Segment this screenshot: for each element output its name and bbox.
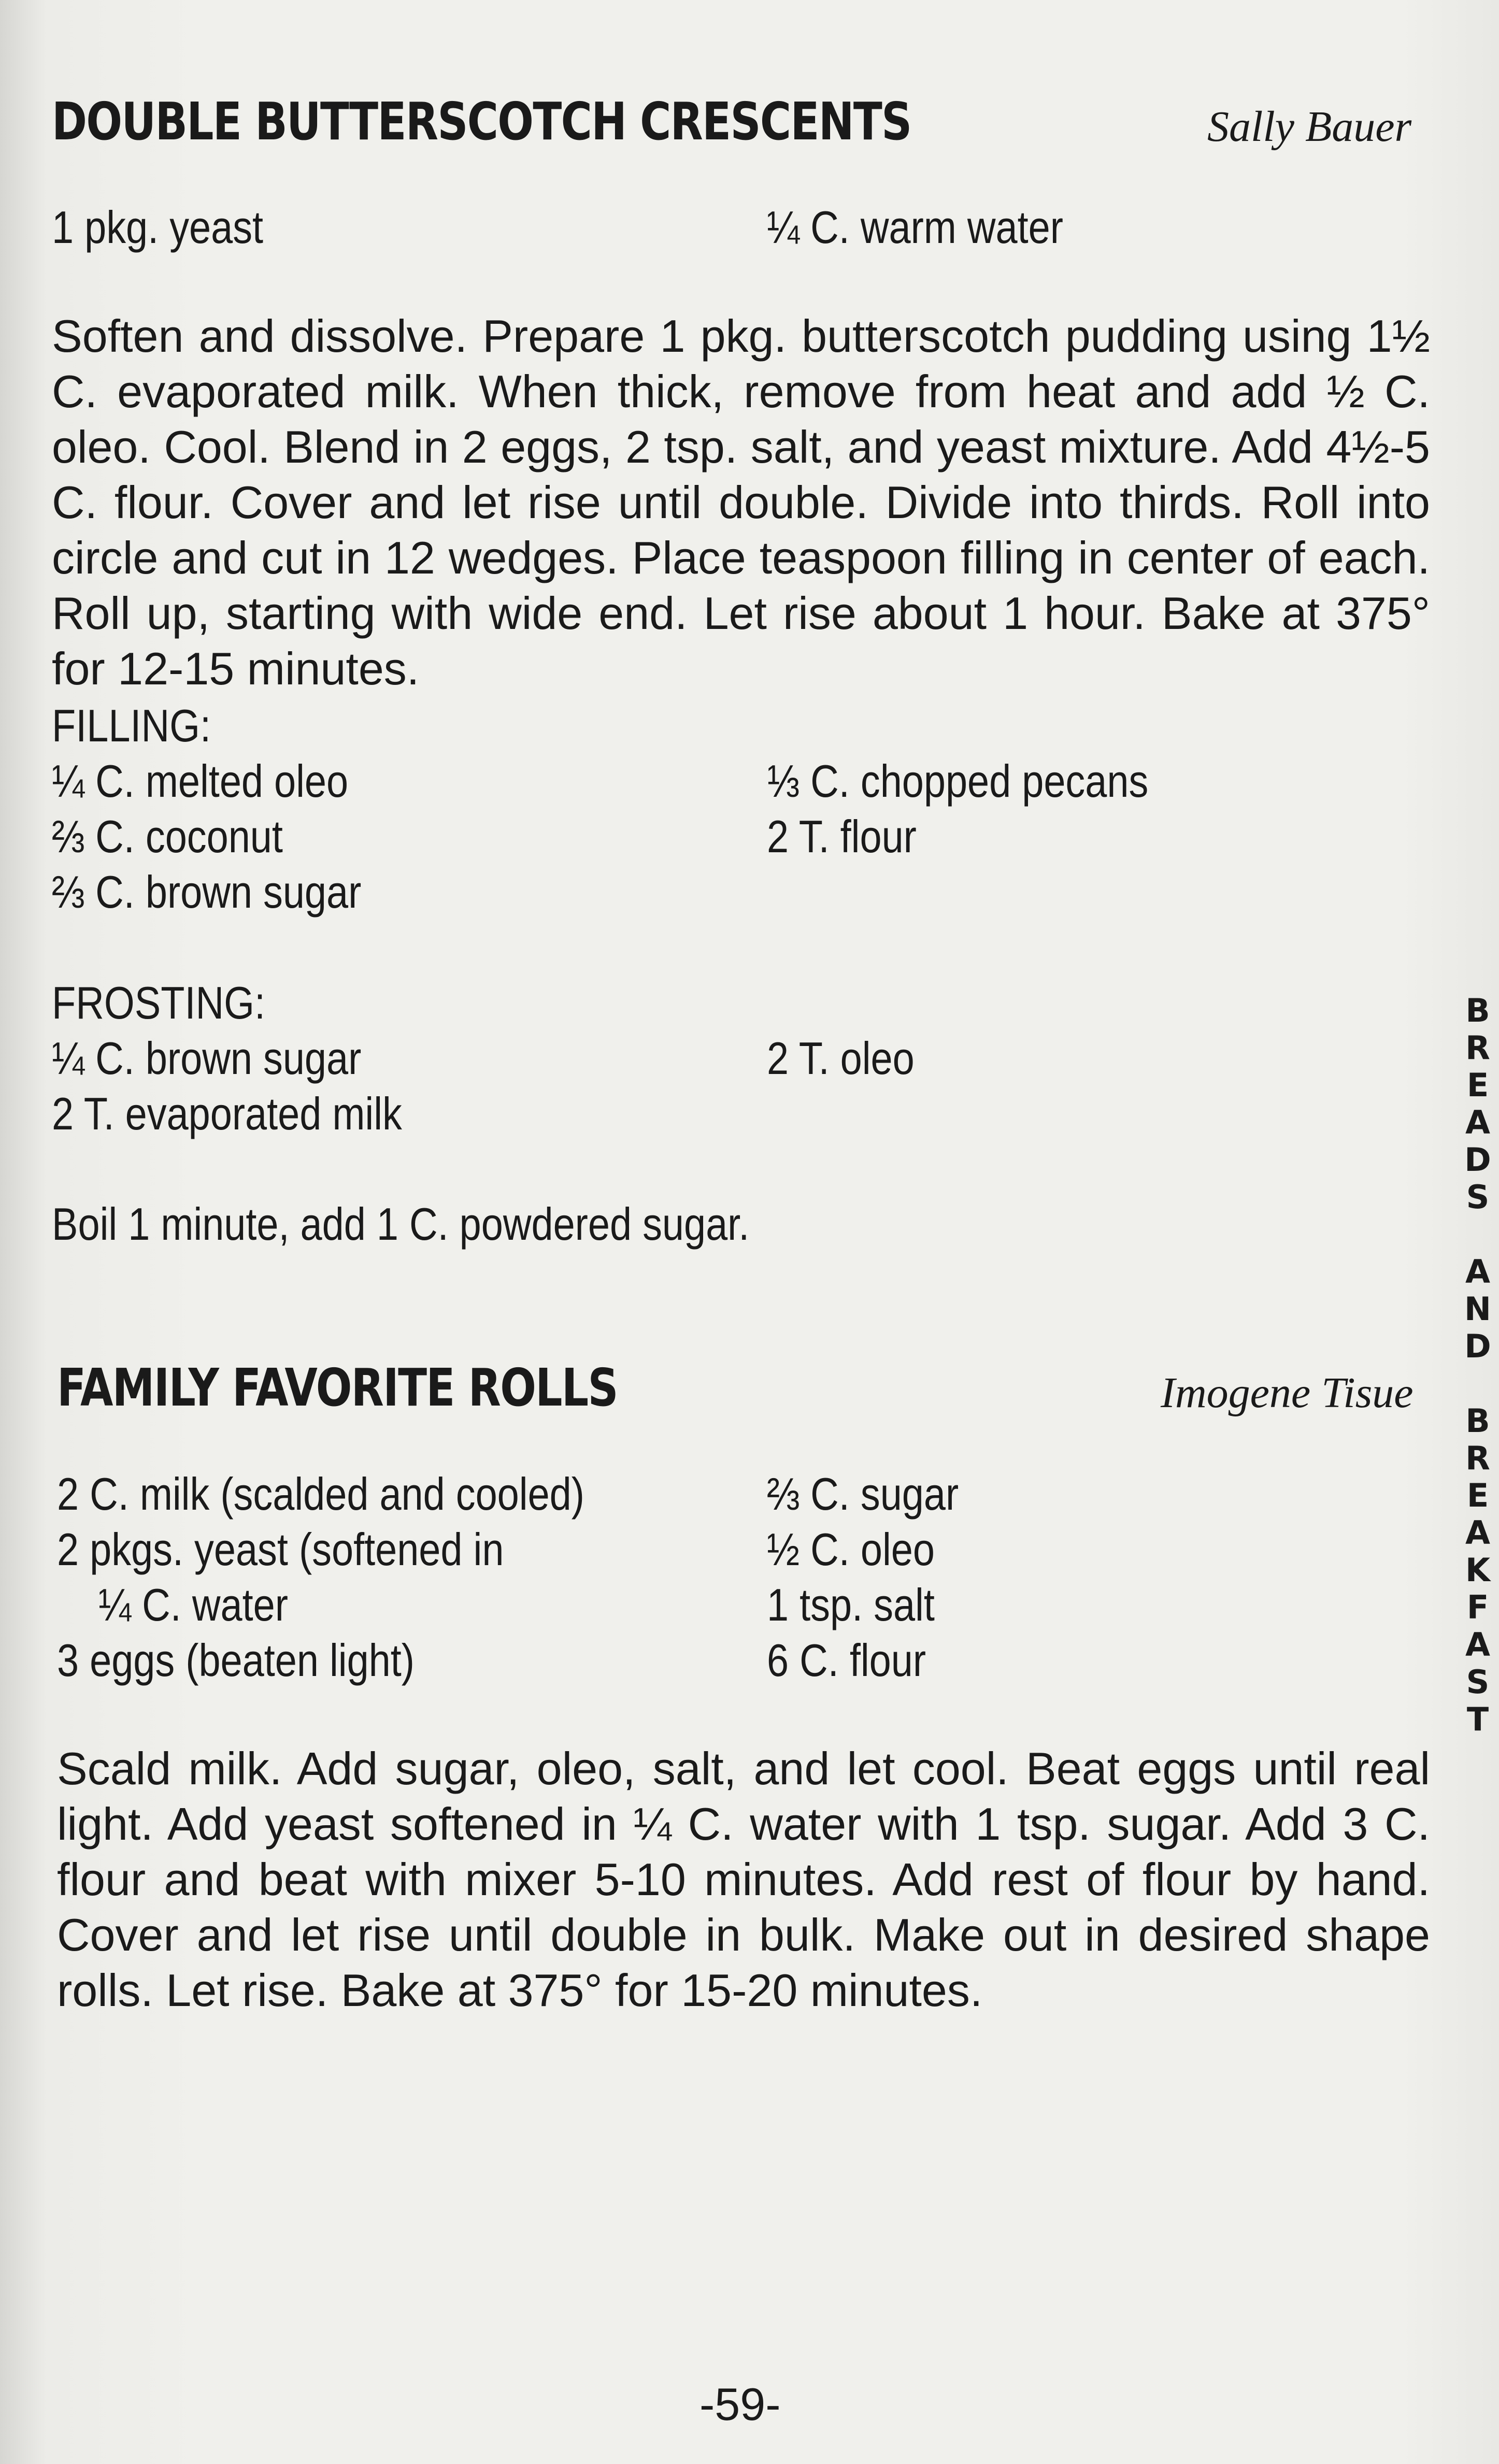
filling-item: ⅓ C. chopped pecans <box>767 755 1149 807</box>
sidebar-word: AND <box>1464 1253 1491 1365</box>
frosting-item: 2 T. evaporated milk <box>52 1088 402 1139</box>
ingredient-item: 2 pkgs. yeast (softened in <box>57 1524 504 1575</box>
filling-heading: FILLING: <box>52 700 211 751</box>
ingredient-warm-water: ¼ C. warm water <box>767 202 1063 253</box>
sidebar-word: BREADS <box>1464 992 1491 1216</box>
filling-item: ⅔ C. brown sugar <box>52 866 362 918</box>
ingredient-item: 6 C. flour <box>767 1635 926 1686</box>
ingredient-item: 2 C. milk (scalded and cooled) <box>57 1468 584 1520</box>
frosting-item: ¼ C. brown sugar <box>52 1033 362 1084</box>
recipe-author: Sally Bauer <box>1207 103 1412 151</box>
sidebar-word: BREAKFAST <box>1465 1402 1491 1738</box>
page-number: -59- <box>699 2379 781 2430</box>
ingredient-yeast: 1 pkg. yeast <box>52 202 264 253</box>
frosting-heading: FROSTING: <box>52 977 266 1028</box>
frosting-item: 2 T. oleo <box>767 1033 915 1084</box>
ingredient-item: 1 tsp. salt <box>767 1579 935 1630</box>
frosting-directions: Boil 1 minute, add 1 C. powdered sugar. <box>52 1198 750 1250</box>
recipe-title-double-butterscotch-crescents: DOUBLE BUTTERSCOTCH CRESCENTS <box>52 91 911 152</box>
ingredient-item: ⅔ C. sugar <box>767 1468 959 1520</box>
filling-item: ⅔ C. coconut <box>52 811 283 862</box>
section-sidebar-label <box>1462 992 1493 1738</box>
ingredient-item: 3 eggs (beaten light) <box>57 1635 415 1686</box>
ingredient-item: ½ C. oleo <box>767 1524 935 1575</box>
filling-item: 2 T. flour <box>767 811 917 862</box>
filling-item: ¼ C. melted oleo <box>52 755 349 807</box>
recipe-directions: Scald milk. Add sugar, oleo, salt, and let cool. Beat eggs until real light. Add yeast softened in ¼ C. water with 1 tsp. sugar. Add 3 C. flour and beat with mixer 5-10 minutes. Add rest of flour by hand. Cover and let rise until double in bulk. Make out in desired shape rolls. Let rise. Bake at 375° for 15-20 minutes. <box>57 1743 1430 2016</box>
ingredient-item: ¼ C. water <box>98 1579 288 1630</box>
recipe-author: Imogene Tisue <box>1161 1369 1414 1417</box>
recipe-directions: Soften and dissolve. Prepare 1 pkg. butterscotch pudding using 1½ C. evaporated milk. When thick, remove from heat and add ½ C. oleo. Cool. Blend in 2 eggs, 2 tsp. salt, and yeast mixture. Add 4½-5 C. flour. Cover and let rise until double. Divide into thirds. Roll into circle and cut in 12 wedges. Place teaspoon filling in center of each. Roll up, starting with wide end. Let rise about 1 hour. Bake at 375° for 12-15 minutes. <box>52 310 1430 694</box>
recipe-title-family-favorite-rolls: FAMILY FAVORITE ROLLS <box>57 1357 618 1418</box>
